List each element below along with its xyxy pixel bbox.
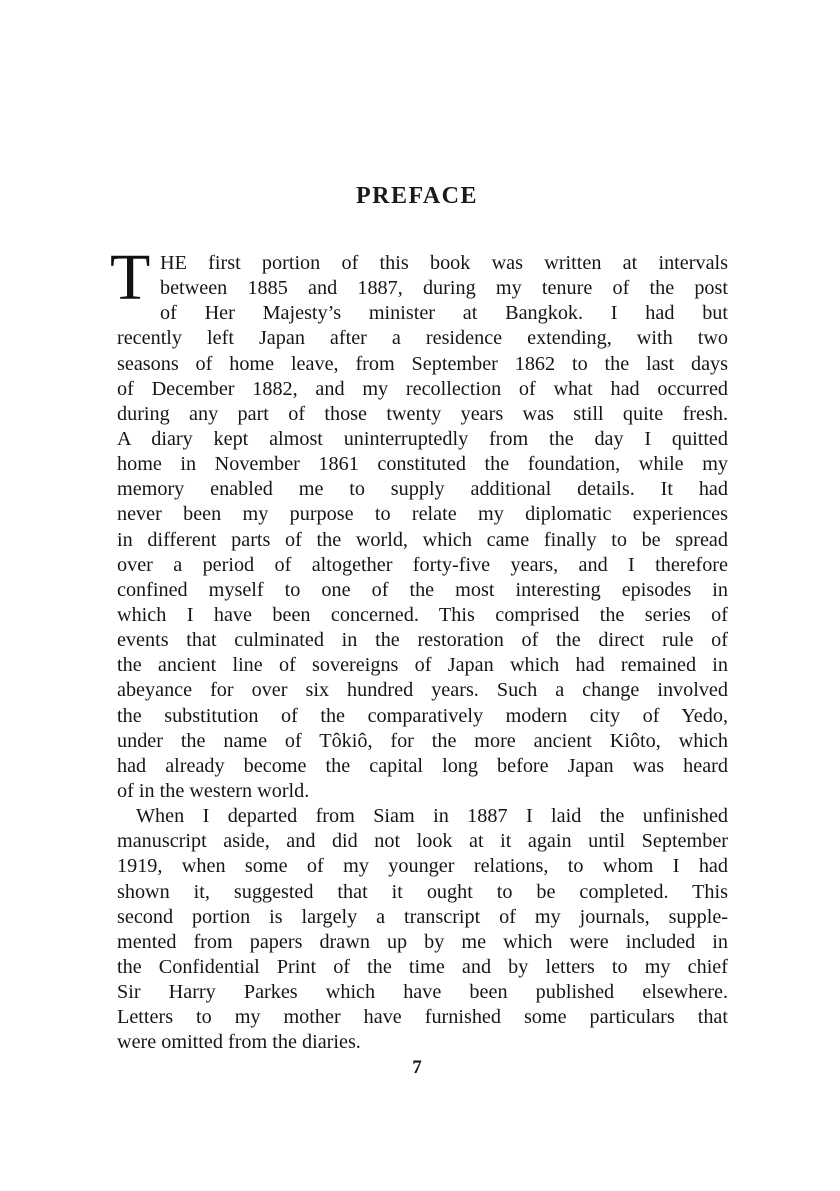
- text-line: during any part of those twenty years was still quite fresh.: [117, 402, 728, 425]
- text-line: A diary kept almost uninterruptedly from the day I quitted: [117, 427, 728, 450]
- text-line: of Her Majesty’s minister at Bangkok. I had but: [160, 302, 728, 325]
- paragraph-1: [117, 251, 728, 804]
- text-line: Sir Harry Parkes which have been published elsewhere.: [117, 981, 728, 1004]
- text-line: memory enabled me to supply additional details. It had: [117, 478, 728, 501]
- text-line: events that culminated in the restoration of the direct rule of: [117, 629, 728, 652]
- text-line: had already become the capital long before Japan was heard: [117, 754, 728, 777]
- text-line: never been my purpose to relate my diplomatic experiences: [117, 503, 728, 526]
- text-line: under the name of Tôkiô, for the more ancient Kiôto, which: [117, 729, 728, 752]
- text-line: mented from papers drawn up by me which were included in: [117, 930, 728, 953]
- text-line: Letters to my mother have furnished some particulars that: [117, 1006, 728, 1029]
- text-line: second portion is largely a transcript of my journals, supple-: [117, 905, 728, 928]
- text-line: When I departed from Siam in 1887 I laid the unfinished: [136, 805, 728, 828]
- text-line: the Confidential Print of the time and by letters to my chief: [117, 955, 728, 978]
- page-title: PREFACE: [355, 183, 479, 209]
- text-line: 1919, when some of my younger relations, to whom I had: [117, 855, 728, 878]
- text-line: shown it, suggested that it ought to be completed. This: [117, 880, 728, 903]
- text-line: manuscript aside, and did not look at it again until September: [117, 830, 728, 853]
- text-line: abeyance for over six hundred years. Such a change involved: [117, 679, 728, 702]
- page-number: 7: [412, 1057, 422, 1078]
- text-line: which I have been concerned. This comprised the series of: [117, 603, 728, 626]
- text-line: were omitted from the diaries.: [117, 1031, 361, 1054]
- text-line: in different parts of the world, which came finally to be spread: [117, 528, 728, 551]
- text-line: the ancient line of sovereigns of Japan which had remained in: [117, 654, 728, 677]
- text-line: between 1885 and 1887, during my tenure of the post: [160, 277, 728, 300]
- text-line: recently left Japan after a residence extending, with two: [117, 327, 728, 350]
- text-line: HE first portion of this book was written at intervals: [160, 252, 728, 274]
- text-line: over a period of altogether forty-five years, and I therefore: [117, 553, 728, 576]
- text-line: seasons of home leave, from September 1862 to the last days: [117, 352, 728, 375]
- text-line: of December 1882, and my recollection of what had occurred: [117, 377, 728, 400]
- paragraph-2: [117, 804, 728, 1055]
- text-line: home in November 1861 constituted the foundation, while my: [117, 453, 728, 476]
- text-line: confined myself to one of the most interesting episodes in: [117, 578, 728, 601]
- drop-cap: T: [110, 241, 151, 314]
- text-line: of in the western world.: [117, 779, 310, 802]
- preface-text: [110, 241, 728, 1056]
- text-line: the substitution of the comparatively modern city of Yedo,: [117, 704, 728, 727]
